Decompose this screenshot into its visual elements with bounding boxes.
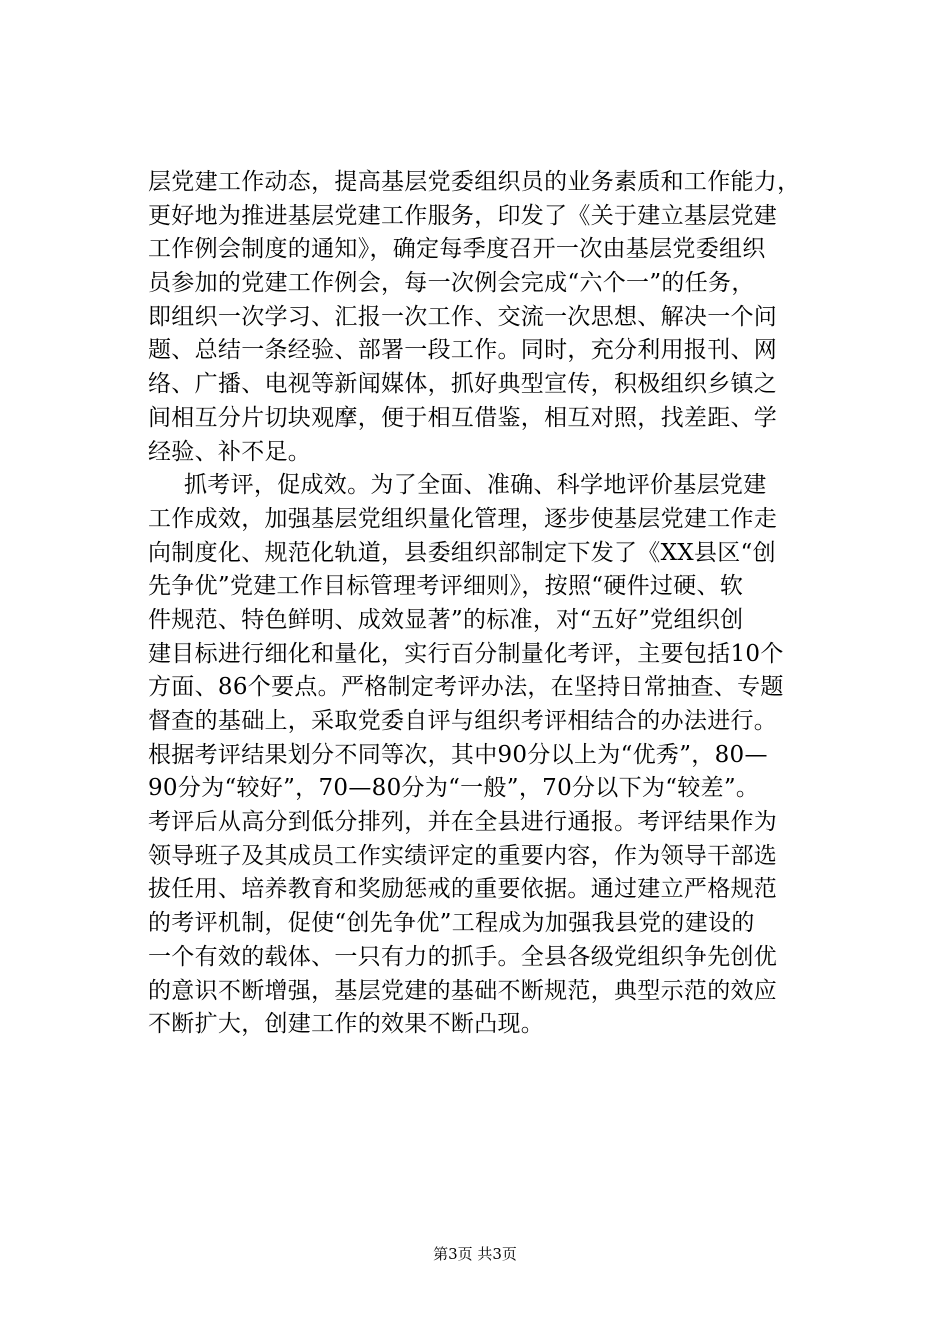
body-text [148, 166, 808, 1042]
text-line: 根据考评结果划分不同等次，其中90分以上为“优秀”，80— [148, 741, 768, 768]
page-number-label: 第3页 共3页 [433, 1245, 517, 1263]
text-line: 工作例会制度的通知》，确定每季度召开一次由基层党委组织 [148, 236, 766, 263]
text-line: 员参加的党建工作例会，每一次例会完成“六个一”的任务， [148, 270, 755, 297]
text-line: 题、总结一条经验、部署一段工作。同时，充分利用报刊、网 [148, 337, 778, 364]
text-line: 拔任用、培养教育和奖励惩戒的重要依据。通过建立严格规范 [148, 876, 778, 903]
text-line: 一个有效的载体、一只有力的抓手。全县各级党组织争先创优 [148, 943, 778, 970]
text-line: 考评后从高分到低分排列，并在全县进行通报。考评结果作为 [148, 809, 778, 836]
text-line: 建目标进行细化和量化，实行百分制量化考评，主要包括10个 [148, 640, 784, 667]
text-line: 的考评机制，促使“创先争优”工程成为加强我县党的建设的 [148, 910, 755, 937]
text-line: 经验、补不足。 [148, 438, 312, 465]
text-line: 即组织一次学习、汇报一次工作、交流一次思想、解决一个问 [148, 303, 778, 330]
text-line: 的意识不断增强，基层党建的基础不断规范，典型示范的效应 [148, 977, 778, 1004]
text-line: 更好地为推进基层党建工作服务，印发了《关于建立基层党建 [148, 202, 778, 229]
text-line: 层党建工作动态，提高基层党委组织员的业务素质和工作能力， [148, 169, 801, 195]
paragraph-start-line: 抓考评，促成效。为了全面、准确、科学地评价基层党建 [184, 472, 767, 499]
page-footer [0, 1244, 950, 1264]
text-line: 督查的基础上，采取党委自评与组织考评相结合的办法进行。 [148, 708, 778, 734]
text-line: 领导班子及其成员工作实绩评定的重要内容，作为领导干部选 [148, 842, 778, 869]
text-line: 方面、86个要点。严格制定考评办法，在坚持日常抽查、专题 [148, 674, 784, 701]
text-line: 向制度化、规范化轨道，县委组织部制定下发了《XX县区“创 [148, 539, 776, 566]
text-line: 不断扩大，创建工作的效果不断凸现。 [148, 1011, 545, 1038]
text-line: 件规范、特色鲜明、成效显著”的标准，对“五好”党组织创 [148, 606, 744, 633]
text-line: 90分为“较好”，70—80分为“一般”，70分以下为“较差”。 [148, 775, 760, 802]
text-line: 先争优”党建工作目标管理考评细则》，按照“硬件过硬、软 [148, 573, 744, 600]
text-line: 工作成效，加强基层党组织量化管理，逐步使基层党建工作走 [148, 505, 778, 532]
text-line: 间相互分片切块观摩，便于相互借鉴，相互对照，找差距、学 [148, 404, 778, 431]
text-line: 络、广播、电视等新闻媒体，抓好典型宣传，积极组织乡镇之 [148, 371, 778, 398]
